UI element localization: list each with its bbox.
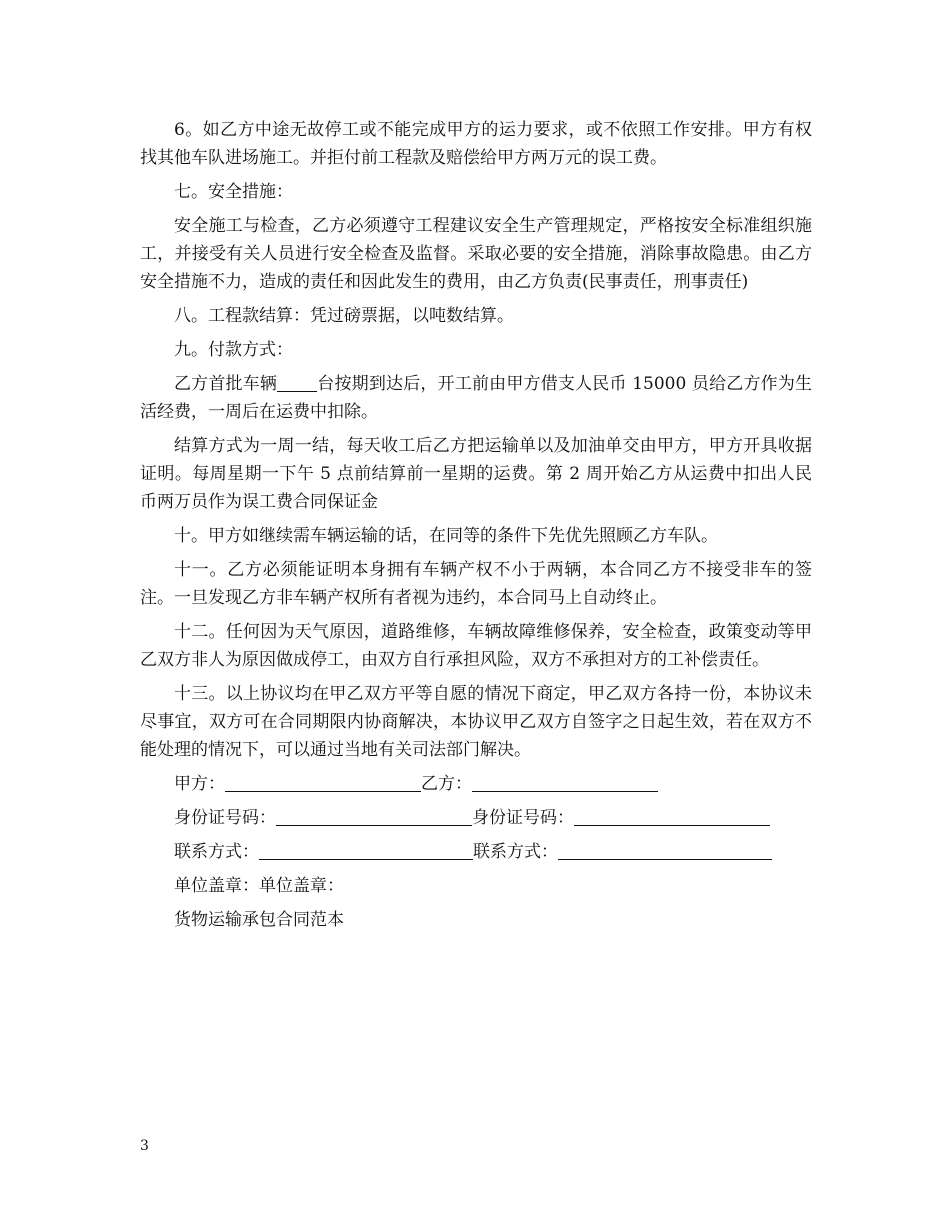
seal-row: 单位盖章：单位盖章： [174, 876, 344, 896]
paragraph-safety: 安全施工与检查，乙方必须遵守工程建议安全生产管理规定，严格按安全标准组织施工，并接受有关人员进行安全检查及监督。采取必要的安全措施，消除事故隐患。由乙方安全措施不力，造成的责任和因此发生的费用，由乙方负责(民事责任，刑事责任) [140, 216, 812, 292]
paragraph-6: 6。如乙方中途无故停工或不能完成甲方的运力要求，或不依照工作安排。甲方有权找其他车队进场施工。并拒付前工程款及赔偿给甲方两万元的误工费。 [140, 120, 812, 168]
vehicle-count-blank [277, 373, 317, 392]
contact-label-a: 联系方式： [174, 842, 259, 862]
document-body [140, 116, 812, 940]
signature-id-row [174, 804, 812, 832]
contact-b-line [558, 841, 772, 860]
heading-safety: 七。安全措施： [174, 182, 293, 202]
party-a-signature-line [225, 773, 421, 792]
contact-label-b: 联系方式： [473, 842, 558, 862]
id-b-line [574, 807, 770, 826]
id-a-line [276, 807, 472, 826]
signature-contact-row [174, 838, 812, 866]
paragraph-payment [140, 370, 812, 426]
payment-text-before: 乙方首批车辆 [174, 374, 278, 394]
id-label-b: 身份证号码： [472, 808, 574, 828]
payment-text-after: 台按期到达后，开工前由甲方借支人民币 15000 员给乙方作为生活经费，一周后在运费中扣除。 [140, 374, 813, 422]
party-a-label: 甲方： [174, 774, 225, 794]
id-label-a: 身份证号码： [174, 808, 276, 828]
paragraph-13: 十三。以上协议均在甲乙双方平等自愿的情况下商定，甲乙双方各持一份，本协议未尽事宜，双方可在合同期限内协商解决，本协议甲乙双方自签字之日起生效，若在双方不能处理的情况下，可以通过当地有关司法部门解决。 [140, 684, 812, 760]
paragraph-12: 十二。任何因为天气原因，道路维修，车辆故障维修保养，安全检查，政策变动等甲乙双方非人为原因做成停工，由双方自行承担风险，双方不承担对方的工补偿责任。 [140, 622, 812, 670]
party-b-label: 乙方： [421, 774, 472, 794]
page-number: 3 [140, 1138, 149, 1154]
heading-payment: 九。付款方式： [174, 340, 293, 360]
document-title-footer: 货物运输承包合同范本 [174, 910, 344, 930]
heading-settlement: 八。工程款结算：凭过磅票据，以吨数结算。 [174, 306, 514, 326]
paragraph-settlement-method: 结算方式为一周一结，每天收工后乙方把运输单以及加油单交由甲方，甲方开具收据证明。每周星期一下午 5 点前结算前一星期的运费。第 2 周开始乙方从运费中扣出人民币两万员作为误工费合同保证金 [140, 436, 812, 512]
signature-party-row [174, 770, 812, 798]
party-b-signature-line [472, 773, 658, 792]
contact-a-line [259, 841, 473, 860]
paragraph-11: 十一。乙方必须能证明本身拥有车辆产权不小于两辆，本合同乙方不接受非车的签注。一旦发现乙方非车辆产权所有者视为违约，本合同马上自动终止。 [140, 560, 812, 608]
paragraph-10: 十。甲方如继续需车辆运输的话，在同等的条件下先优先照顾乙方车队。 [174, 526, 718, 546]
